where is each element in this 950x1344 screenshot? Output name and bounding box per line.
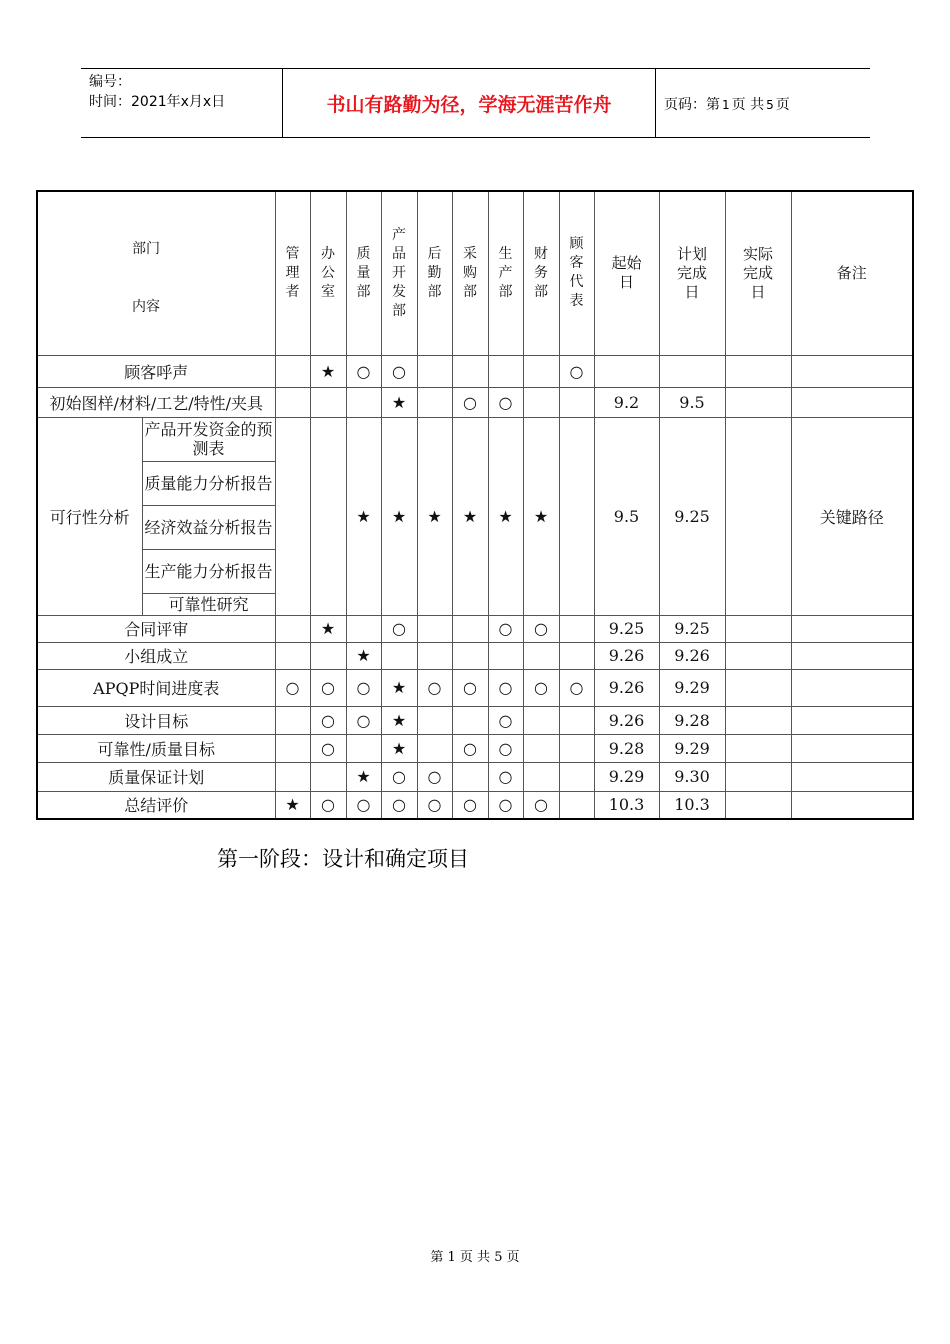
- table-row: [37, 642, 913, 669]
- dept-mark-cell: ○: [452, 791, 488, 819]
- dept-mark-cell: ○: [523, 791, 559, 819]
- dept-mark-cell: ★: [275, 791, 310, 819]
- dept-header: 质量部: [346, 191, 381, 355]
- dept-mark-cell: [275, 355, 310, 387]
- dept-mark-cell: ★: [381, 706, 417, 734]
- dept-mark-cell: [559, 706, 594, 734]
- item-cell: 质量保证计划: [37, 762, 275, 791]
- note-cell: [791, 642, 913, 669]
- start-date-cell: 10.3: [594, 791, 659, 819]
- dept-mark-cell: [417, 355, 452, 387]
- dept-mark-cell: [346, 615, 381, 642]
- dept-mark-cell: ○: [417, 762, 452, 791]
- corner-dept-label: 部门: [132, 241, 160, 257]
- table-row: [37, 355, 913, 387]
- dept-header: 办公室: [310, 191, 346, 355]
- dept-mark-cell: [452, 762, 488, 791]
- dept-mark-cell: [523, 762, 559, 791]
- dept-mark-cell: ★: [381, 669, 417, 706]
- note-cell: [791, 669, 913, 706]
- table-header-row: [37, 191, 913, 355]
- dept-mark-cell: [346, 387, 381, 417]
- table-row: [37, 417, 913, 461]
- dept-mark-cell: [452, 615, 488, 642]
- note-cell: [791, 387, 913, 417]
- dept-mark-cell: [452, 706, 488, 734]
- dept-mark-cell: [523, 387, 559, 417]
- item-cell: 总结评价: [37, 791, 275, 819]
- dept-mark-cell: ○: [310, 706, 346, 734]
- dept-mark-cell: ○: [488, 734, 523, 762]
- table-row: [37, 762, 913, 791]
- table-row: [37, 387, 913, 417]
- dept-mark-cell: [559, 791, 594, 819]
- item-cell: 顾客呼声: [37, 355, 275, 387]
- dept-mark-cell: ○: [381, 615, 417, 642]
- dept-mark-cell: ○: [346, 791, 381, 819]
- dept-mark-cell: [417, 615, 452, 642]
- dept-mark-cell: ○: [488, 791, 523, 819]
- note-cell: [791, 791, 913, 819]
- dept-mark-cell: ★: [417, 417, 452, 615]
- dept-mark-cell: [417, 387, 452, 417]
- dept-header: 财务部: [523, 191, 559, 355]
- dept-mark-cell: ★: [346, 417, 381, 615]
- item-group-cell: 可行性分析: [37, 417, 142, 615]
- dept-mark-cell: [275, 706, 310, 734]
- dept-mark-cell: ○: [452, 387, 488, 417]
- start-date-cell: 9.5: [594, 417, 659, 615]
- dept-mark-cell: ★: [310, 615, 346, 642]
- corner-content-label: 内容: [132, 299, 160, 315]
- plan-date-cell: 9.25: [659, 615, 725, 642]
- start-date-cell: 9.25: [594, 615, 659, 642]
- actual-date-cell: [725, 706, 791, 734]
- dept-mark-cell: ○: [346, 355, 381, 387]
- start-date-header: 起始日: [594, 191, 659, 355]
- plan-date-cell: [659, 355, 725, 387]
- dept-mark-cell: ○: [488, 706, 523, 734]
- plan-date-cell: 9.25: [659, 417, 725, 615]
- dept-header: 后勤部: [417, 191, 452, 355]
- subitem-cell: 质量能力分析报告: [142, 461, 275, 505]
- note-cell: [791, 762, 913, 791]
- table-row: [37, 615, 913, 642]
- dept-mark-cell: ○: [310, 734, 346, 762]
- dept-mark-cell: [275, 762, 310, 791]
- corner-cell: [37, 191, 275, 355]
- plan-date-cell: 9.30: [659, 762, 725, 791]
- start-date-cell: [594, 355, 659, 387]
- dept-mark-cell: ○: [346, 669, 381, 706]
- note-cell: 关键路径: [791, 417, 913, 615]
- dept-mark-cell: ○: [346, 706, 381, 734]
- dept-mark-cell: [559, 762, 594, 791]
- dept-mark-cell: ○: [452, 734, 488, 762]
- dept-mark-cell: [488, 355, 523, 387]
- note-cell: [791, 706, 913, 734]
- start-date-cell: 9.26: [594, 642, 659, 669]
- header-info: [89, 72, 225, 112]
- dept-mark-cell: [523, 642, 559, 669]
- dept-mark-cell: [275, 734, 310, 762]
- start-date-cell: 9.26: [594, 669, 659, 706]
- dept-mark-cell: [488, 642, 523, 669]
- dept-mark-cell: [559, 642, 594, 669]
- note-cell: [791, 734, 913, 762]
- start-date-cell: 9.26: [594, 706, 659, 734]
- header-divider: [655, 69, 656, 137]
- table-row: [37, 669, 913, 706]
- note-header: 备注: [791, 191, 913, 355]
- plan-date-cell: 9.28: [659, 706, 725, 734]
- actual-date-header: 实际完成日: [725, 191, 791, 355]
- dept-mark-cell: ○: [452, 669, 488, 706]
- start-date-cell: 9.28: [594, 734, 659, 762]
- dept-mark-cell: ○: [310, 791, 346, 819]
- dept-mark-cell: [559, 387, 594, 417]
- dept-mark-cell: ○: [417, 791, 452, 819]
- dept-header: 产品开发部: [381, 191, 417, 355]
- dept-mark-cell: [275, 615, 310, 642]
- plan-date-cell: 9.5: [659, 387, 725, 417]
- dept-mark-cell: ○: [559, 669, 594, 706]
- start-date-cell: 9.29: [594, 762, 659, 791]
- dept-mark-cell: ○: [559, 355, 594, 387]
- dept-mark-cell: ★: [381, 417, 417, 615]
- dept-mark-cell: [523, 355, 559, 387]
- dept-mark-cell: ○: [488, 669, 523, 706]
- note-cell: [791, 355, 913, 387]
- actual-date-cell: [725, 355, 791, 387]
- dept-mark-cell: [275, 417, 310, 615]
- dept-mark-cell: [381, 642, 417, 669]
- dept-mark-cell: [310, 642, 346, 669]
- date-line: 时间：2021年x月x日: [89, 94, 226, 110]
- page-footer: 第 1 页 共 5 页: [430, 1250, 520, 1265]
- plan-date-cell: 10.3: [659, 791, 725, 819]
- dept-mark-cell: ★: [523, 417, 559, 615]
- dept-mark-cell: [417, 642, 452, 669]
- plan-date-cell: 9.29: [659, 669, 725, 706]
- actual-date-cell: [725, 642, 791, 669]
- dept-mark-cell: ★: [381, 387, 417, 417]
- dept-mark-cell: ★: [346, 642, 381, 669]
- dept-mark-cell: ★: [310, 355, 346, 387]
- dept-mark-cell: ★: [381, 734, 417, 762]
- dept-mark-cell: ★: [488, 417, 523, 615]
- dept-mark-cell: [559, 615, 594, 642]
- dept-mark-cell: [275, 387, 310, 417]
- dept-mark-cell: [523, 734, 559, 762]
- apqp-schedule-table: [36, 190, 914, 820]
- table-row: [37, 734, 913, 762]
- dept-mark-cell: ○: [488, 762, 523, 791]
- dept-header: 管理者: [275, 191, 310, 355]
- item-cell: 设计目标: [37, 706, 275, 734]
- dept-mark-cell: ○: [275, 669, 310, 706]
- phase-title: 第一阶段：设计和确定项目: [217, 847, 469, 871]
- plan-date-header: 计划完成日: [659, 191, 725, 355]
- subitem-cell: 经济效益分析报告: [142, 505, 275, 549]
- dept-mark-cell: ○: [523, 669, 559, 706]
- actual-date-cell: [725, 669, 791, 706]
- table-row: [37, 706, 913, 734]
- dept-header: 采购部: [452, 191, 488, 355]
- dept-mark-cell: ○: [381, 762, 417, 791]
- dept-mark-cell: ★: [452, 417, 488, 615]
- item-cell: 可靠性/质量目标: [37, 734, 275, 762]
- item-cell: APQP时间进度表: [37, 669, 275, 706]
- dept-mark-cell: ○: [381, 355, 417, 387]
- dept-header: 生产部: [488, 191, 523, 355]
- dept-mark-cell: [452, 642, 488, 669]
- actual-date-cell: [725, 387, 791, 417]
- actual-date-cell: [725, 417, 791, 615]
- dept-header: 顾客代表: [559, 191, 594, 355]
- page-header: [81, 68, 870, 138]
- dept-mark-cell: [346, 734, 381, 762]
- dept-mark-cell: [559, 417, 594, 615]
- code-label: 编号：: [89, 74, 131, 90]
- dept-mark-cell: [523, 706, 559, 734]
- item-cell: 小组成立: [37, 642, 275, 669]
- dept-mark-cell: ★: [346, 762, 381, 791]
- dept-mark-cell: [559, 734, 594, 762]
- dept-mark-cell: ○: [488, 387, 523, 417]
- actual-date-cell: [725, 615, 791, 642]
- item-cell: 合同评审: [37, 615, 275, 642]
- actual-date-cell: [725, 791, 791, 819]
- actual-date-cell: [725, 762, 791, 791]
- dept-mark-cell: ○: [381, 791, 417, 819]
- header-slogan: 书山有路勤为径，学海无涯苦作舟: [326, 94, 612, 116]
- subitem-cell: 产品开发资金的预测表: [142, 417, 275, 461]
- dept-mark-cell: [417, 734, 452, 762]
- dept-mark-cell: [310, 762, 346, 791]
- dept-mark-cell: ○: [488, 615, 523, 642]
- subitem-cell: 生产能力分析报告: [142, 549, 275, 593]
- table-row: [37, 791, 913, 819]
- subitem-cell: 可靠性研究: [142, 593, 275, 615]
- dept-mark-cell: [417, 706, 452, 734]
- start-date-cell: 9.2: [594, 387, 659, 417]
- dept-mark-cell: [275, 642, 310, 669]
- dept-mark-cell: [310, 387, 346, 417]
- plan-date-cell: 9.26: [659, 642, 725, 669]
- actual-date-cell: [725, 734, 791, 762]
- note-cell: [791, 615, 913, 642]
- plan-date-cell: 9.29: [659, 734, 725, 762]
- dept-mark-cell: ○: [523, 615, 559, 642]
- dept-mark-cell: [310, 417, 346, 615]
- dept-mark-cell: ○: [310, 669, 346, 706]
- header-page-number: 页码：第 1 页 共 5 页: [664, 97, 790, 113]
- dept-mark-cell: [452, 355, 488, 387]
- item-cell: 初始图样/材料/工艺/特性/夹具: [37, 387, 275, 417]
- dept-mark-cell: ○: [417, 669, 452, 706]
